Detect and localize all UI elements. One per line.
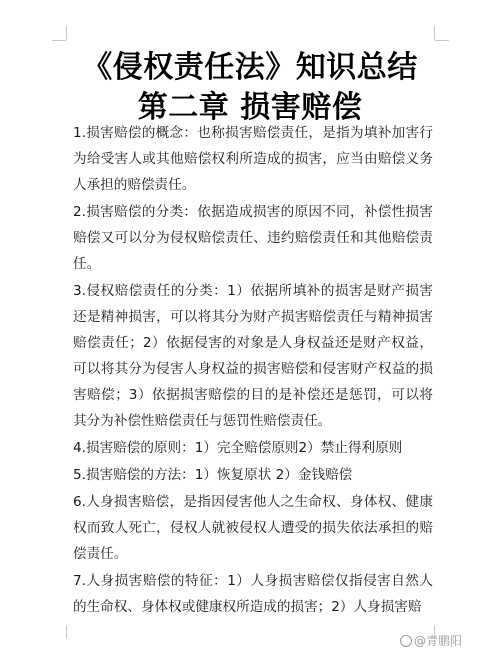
document-body	[73, 120, 433, 621]
crop-mark	[435, 40, 449, 41]
watermark-text: @青鹏阳	[413, 634, 462, 648]
document-title: 《侵权责任法》知识总结	[82, 50, 418, 85]
paragraph-5: 5.损害赔偿的方法：1）恢复原状 2）金钱赔偿	[73, 467, 353, 483]
paragraph-3: 3.侵权赔偿责任的分类：1）依据所填补的损害是财产损害还是精神损害，可以将其分为财产损害赔偿责任与精神损害赔偿责任；2）依据侵害的对象是人身权益还是财产权益，可以将其分为侵害人身权益的损害赔偿和侵害财产权益的损害赔偿；3）依据损害赔偿的目的是补偿还是惩罚，可以将其分为补偿性赔偿责任与惩罚性赔偿责任。	[73, 283, 433, 429]
paragraph-2: 2.损害赔偿的分类：依据造成损害的原因不同，补偿性损害赔偿又可以分为侵权赔偿责任、违约赔偿责任和其他赔偿责任。	[73, 204, 433, 272]
crop-mark	[66, 625, 67, 639]
paragraph-6: 6.人身损害赔偿，是指因侵害他人之生命权、身体权、健康权而致人死亡，侵权人就被侵权人遭受的损失依法承担的赔偿责任。	[73, 494, 433, 562]
crop-mark	[434, 26, 435, 40]
chapter-title: 第二章 损害赔偿	[137, 90, 363, 125]
paragraph-1: 1.损害赔偿的概念：也称损害赔偿责任，是指为填补加害行为给受害人或其他赔偿权利所造成的损害，应当由赔偿义务人承担的赔偿责任。	[73, 125, 433, 193]
watermark-icon	[400, 635, 412, 647]
paragraph-7: 7.人身损害赔偿的特征：1）人身损害赔偿仅指侵害自然人的生命权、身体权或健康权所造成的损害；2）人身损害赔	[73, 573, 433, 615]
paragraph-4: 4.损害赔偿的原则：1）完全赔偿原则2）禁止得利原则	[73, 440, 403, 456]
crop-mark	[52, 40, 66, 41]
watermark	[400, 632, 462, 649]
crop-mark	[66, 26, 67, 40]
